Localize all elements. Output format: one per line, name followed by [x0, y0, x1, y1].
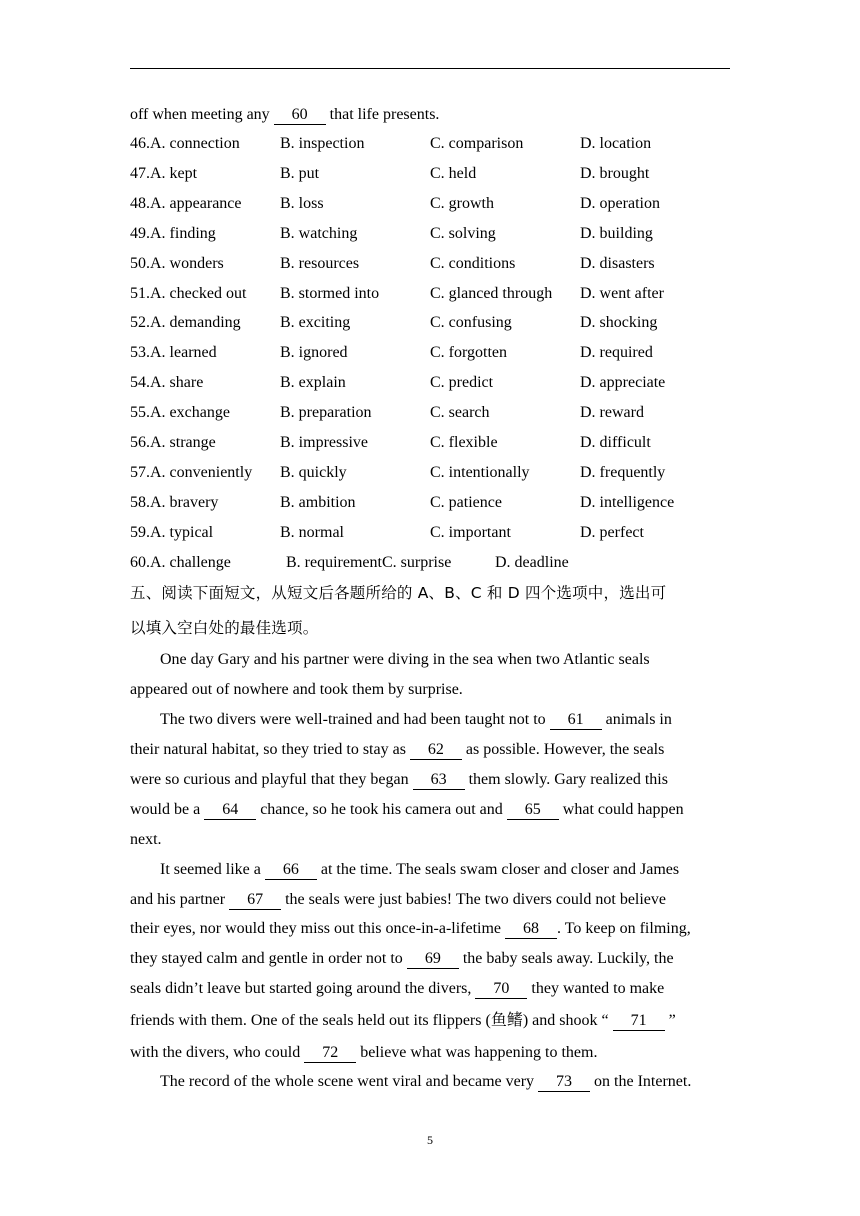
- text: that life presents.: [325, 106, 440, 123]
- option-a: 54.A. share: [130, 374, 204, 392]
- passage-line: [130, 800, 684, 820]
- text: It seemed like a: [160, 861, 265, 878]
- passage-line: [130, 1043, 597, 1063]
- option-b: B. preparation: [280, 404, 372, 422]
- passage-line: [130, 830, 162, 850]
- option-d: D. operation: [580, 194, 660, 212]
- blank-64: 64: [204, 801, 256, 820]
- text: believe what was happening to them.: [356, 1044, 598, 1061]
- passage-line: [130, 1011, 676, 1031]
- option-c: C. comparison: [430, 135, 524, 152]
- option-d: D. intelligence: [580, 493, 675, 511]
- option-b: B. explain: [280, 374, 346, 392]
- option-d: D. reward: [580, 404, 644, 422]
- text: The record of the whole scene went viral and became very: [160, 1073, 539, 1090]
- blank-73: 73: [538, 1073, 590, 1092]
- option-a: 57.A. conveniently: [130, 463, 253, 481]
- text: off when meeting any: [130, 106, 274, 123]
- section-heading-line-2: 以填入空白处的最佳选项。: [130, 619, 319, 637]
- text: were so curious and playful that they began: [130, 771, 413, 788]
- option-b: B. normal: [280, 523, 344, 541]
- text: seals didn’t leave but started going around the divers,: [130, 980, 476, 997]
- option-d: D. deadline: [495, 554, 569, 571]
- option-d: D. perfect: [580, 523, 644, 541]
- text: they wanted to make: [527, 980, 665, 997]
- option-d: D. appreciate: [580, 374, 666, 392]
- option-a: 56.A. strange: [130, 434, 216, 451]
- text: the baby seals away. Luckily, the: [458, 950, 674, 967]
- text: chance, so he took his camera out and: [256, 801, 507, 818]
- text: would be a: [130, 801, 205, 818]
- passage-line: [160, 650, 650, 670]
- option-b: B. loss: [280, 194, 324, 212]
- option-c: C. solving: [430, 224, 496, 242]
- section-heading-line-1: 五、阅读下面短文，从短文后各题所给的 A、B、C 和 D 四个选项中，选出可: [130, 584, 667, 602]
- option-d: D. required: [580, 344, 653, 362]
- text: appeared out of nowhere and took them by surprise.: [130, 681, 463, 698]
- text: The two divers were well-trained and had been taught not to: [160, 711, 550, 728]
- text: they stayed calm and gentle in order not to: [130, 950, 407, 967]
- option-a: 51.A. checked out: [130, 284, 247, 302]
- option-c: C. predict: [430, 374, 494, 392]
- option-d: D. shocking: [580, 314, 658, 332]
- passage-line: [160, 1072, 691, 1092]
- blank-66: 66: [265, 861, 317, 880]
- option-b: B. exciting: [280, 314, 351, 332]
- blank-62: 62: [410, 741, 462, 760]
- option-b: B. impressive: [280, 434, 368, 451]
- option-bc: B. requirementC. surprise: [286, 554, 452, 571]
- option-d: D. building: [580, 224, 653, 242]
- passage-line: [130, 680, 463, 700]
- text: with the divers, who could: [130, 1044, 305, 1061]
- option-c: C. growth: [430, 194, 494, 212]
- blank-60: 60: [274, 106, 326, 125]
- option-c: C. conditions: [430, 254, 516, 272]
- option-d: D. brought: [580, 164, 650, 182]
- passage-line: [160, 860, 679, 880]
- passage-line: [130, 979, 664, 999]
- blank-65: 65: [507, 801, 559, 820]
- blank-71: 71: [613, 1012, 665, 1031]
- option-c: C. intentionally: [430, 463, 530, 481]
- option-c: C. search: [430, 404, 490, 422]
- blank-72: 72: [304, 1044, 356, 1063]
- text: their natural habitat, so they tried to stay as: [130, 741, 410, 758]
- blank-68: 68: [505, 920, 557, 939]
- option-d: D. difficult: [580, 434, 651, 451]
- text: ”: [664, 1012, 676, 1029]
- passage-line: [130, 949, 674, 969]
- text: animals in: [601, 711, 672, 728]
- option-b: B. ignored: [280, 344, 348, 362]
- text: the seals were just babies! The two divers could not believe: [281, 891, 667, 908]
- option-a: 53.A. learned: [130, 344, 217, 362]
- blank-70: 70: [475, 980, 527, 999]
- option-a: 48.A. appearance: [130, 194, 242, 212]
- intro-line: [130, 105, 439, 125]
- option-b: B. stormed into: [280, 284, 380, 302]
- option-c: C. confusing: [430, 314, 512, 332]
- option-d: D. went after: [580, 284, 664, 302]
- option-c: C. important: [430, 523, 511, 541]
- option-b: B. inspection: [280, 135, 365, 152]
- blank-69: 69: [407, 950, 459, 969]
- option-b: B. ambition: [280, 493, 356, 511]
- passage-line: [160, 710, 672, 730]
- passage-line: [130, 890, 666, 910]
- text: them slowly. Gary realized this: [464, 771, 668, 788]
- option-a: 46.A. connection: [130, 135, 240, 152]
- option-b: B. watching: [280, 224, 358, 242]
- option-c: C. forgotten: [430, 344, 508, 362]
- blank-67: 67: [229, 891, 281, 910]
- blank-61: 61: [550, 711, 602, 730]
- text: next.: [130, 831, 162, 848]
- text: their eyes, nor would they miss out this once-in-a-lifetime: [130, 920, 506, 937]
- page-number: 5: [427, 1133, 433, 1147]
- option-d: D. location: [580, 135, 652, 152]
- passage-line: [130, 770, 668, 790]
- option-b: B. put: [280, 164, 320, 182]
- passage-line: [130, 740, 664, 760]
- text: and his partner: [130, 891, 230, 908]
- option-b: B. quickly: [280, 463, 347, 481]
- option-d: D. disasters: [580, 254, 655, 272]
- text: at the time. The seals swam closer and closer and James: [316, 861, 680, 878]
- blank-63: 63: [413, 771, 465, 790]
- option-b: B. resources: [280, 254, 360, 272]
- option-a: 50.A. wonders: [130, 254, 224, 272]
- passage-line: [130, 919, 691, 939]
- text: One day Gary and his partner were diving in the sea when two Atlantic seals: [160, 651, 650, 668]
- option-d: D. frequently: [580, 463, 666, 481]
- option-a: 59.A. typical: [130, 523, 214, 541]
- option-c: C. patience: [430, 493, 502, 511]
- header-rule: [130, 68, 730, 69]
- option-a: 58.A. bravery: [130, 493, 219, 511]
- text: on the Internet.: [590, 1073, 692, 1090]
- option-c: C. flexible: [430, 434, 498, 451]
- option-a: 60.A. challenge: [130, 554, 231, 571]
- option-a: 52.A. demanding: [130, 314, 241, 332]
- text: . To keep on filming,: [557, 920, 691, 937]
- option-c: C. glanced through: [430, 284, 553, 302]
- option-a: 49.A. finding: [130, 224, 216, 242]
- option-a: 47.A. kept: [130, 164, 198, 182]
- option-a: 55.A. exchange: [130, 404, 230, 422]
- text: friends with them. One of the seals held out its flippers (鱼鳍) and shook “: [130, 1012, 613, 1029]
- option-c: C. held: [430, 164, 477, 182]
- text: what could happen: [558, 801, 684, 818]
- text: as possible. However, the seals: [461, 741, 665, 758]
